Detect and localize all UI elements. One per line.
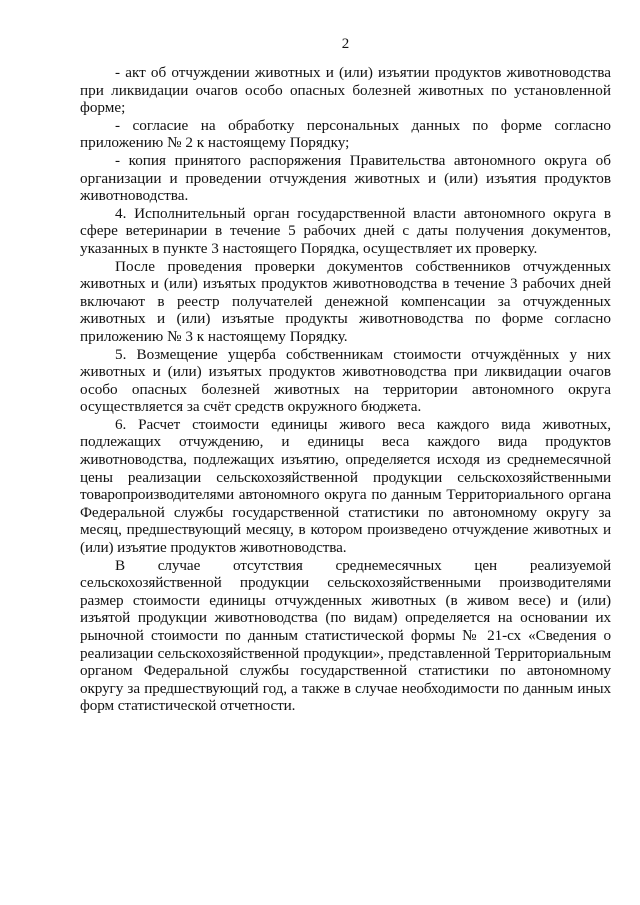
page-number: 2	[341, 36, 350, 52]
list-item-consent: - согласие на обработку персональных данных по форме согласно приложению № 2 к настоящему Порядку;	[80, 116, 611, 152]
paragraph-5: 5. Возмещение ущерба собственникам стоимости отчуждённых у них животных и (или) изъятых продуктов животноводства при ликвидации очагов особо опасных болезней животных на территории автономного округа осуществляется за счёт средств окружного бюджета.	[80, 345, 611, 416]
paragraph-4-continued: После проведения проверки документов собственников отчужденных животных и (или) изъятых продуктов животноводства в течение 3 рабочих дней включают в реестр получателей денежной компенсации за отчужденных животных и (или) изъятые продукты животноводства по форме согласно приложению № 3 к настоящему Порядку.	[80, 257, 611, 345]
paragraph-4: 4. Исполнительный орган государственной власти автономного округа в сфере ветеринарии в течение 5 рабочих дней с даты получения документов, указанных в пункте 3 настоящего Порядка, осуществляет их проверку.	[80, 204, 611, 257]
paragraph-6: 6. Расчет стоимости единицы живого веса каждого вида животных, подлежащих отчуждению, и единицы веса каждого вида продуктов животноводства, подлежащих изъятию, определяется исходя из среднемесячной цены реализации сельскохозяйственной продукции сельскохозяйственными товаропроизводителями автономного округа по данным Территориального органа Федеральной службы государственной статистики по автономному округу за месяц, предшествующий месяцу, в котором произведено отчуждение животных и (или) изъятие продуктов животноводства.	[80, 415, 611, 557]
document-body	[80, 64, 611, 715]
list-item-act: - акт об отчуждении животных и (или) изъятии продуктов животноводства при ликвидации очагов особо опасных болезней животных по установленной форме;	[80, 64, 611, 117]
paragraph-6-continued: В случае отсутствия среднемесячных цен реализуемой сельскохозяйственной продукции сельскохозяйственными производителями размер стоимости единицы отчужденных животных (в живом весе) и (или) изъятой продукции животноводства (по видам) определяется на основании их рыночной стоимости по данным статистической формы № 21-сх «Сведения о реализации сельскохозяйственной продукции», представленной Территориальным органом Федеральной службы государственной статистики по автономному округу за предшествующий год, а также в случае необходимости по данным иных форм статистической отчетности.	[80, 556, 611, 715]
list-item-order-copy: - копия принятого распоряжения Правительства автономного округа об организации и проведении отчуждения животных и (или) изъятия продуктов животноводства.	[80, 151, 611, 205]
